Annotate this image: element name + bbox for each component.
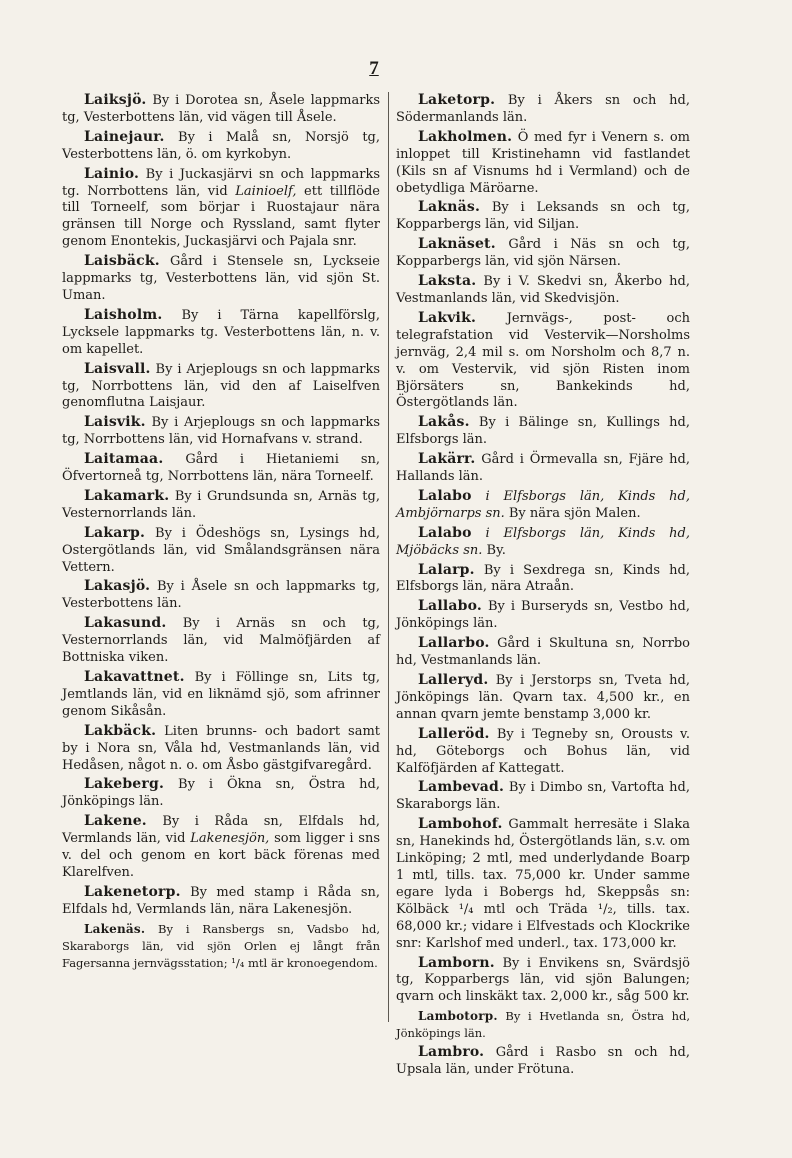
- entry-headword: Laisholm.: [84, 306, 163, 323]
- page-number: 7: [369, 58, 379, 79]
- gazetteer-entry: [396, 1008, 690, 1042]
- entry-text: By i Dorotea sn, Åsele lappmarks tg, Vesterbottens län, vid vägen till Åsele.: [62, 93, 380, 125]
- gazetteer-entry: [62, 578, 380, 613]
- gazetteer-entry: [62, 253, 380, 305]
- entry-text: Lainioelf,: [235, 183, 297, 199]
- entry-text: By i Arnäs sn och tg, Vesternorrlands län, vid Malmöfjärden af Bottniska viken.: [62, 616, 380, 666]
- entry-text: By i Föllinge sn, Lits tg, Jemtlands län, vid en liknämd sjö, som afrinner genom Sikåsån.: [62, 670, 380, 719]
- gazetteer-entry: [396, 726, 690, 778]
- entry-text: Gård i Skultuna sn, Norrbo hd, Vestmanlands län.: [396, 636, 690, 669]
- entry-headword: Lainejaur.: [84, 128, 165, 145]
- entry-text: By i Juckasjärvi sn och lappmarks tg. Norrbottens län, vid: [62, 166, 380, 199]
- gazetteer-entry: [62, 776, 380, 811]
- entry-text: By i Bälinge sn, Kullings hd, Elfsborgs län.: [396, 415, 690, 448]
- entry-text: By i Dimbo sn, Vartofta hd, Skaraborgs län.: [396, 780, 690, 813]
- gazetteer-entry: [396, 488, 690, 523]
- entry-headword: Lakarp.: [84, 524, 146, 541]
- entry-headword: Lalabo: [418, 524, 472, 541]
- gazetteer-entry: [62, 166, 380, 252]
- entry-text: Gård i Näs sn och tg, Kopparbergs län, vid sjön Närsen.: [396, 237, 690, 270]
- entry-headword: Lakamark.: [84, 487, 170, 504]
- entry-headword: Lalarp.: [418, 561, 475, 578]
- entry-text: By i Sexdrega sn, Kinds hd, Elfsborgs län, nära Atraån.: [396, 562, 690, 595]
- entry-text: By i Ödeshögs sn, Lysings hd, Ostergötlands län, vid Smålandsgränsen nära Vettern.: [62, 525, 380, 575]
- entry-text: By i Åsele sn och lappmarks tg, Vesterbottens län.: [62, 579, 380, 612]
- entry-text: By i Hvetlanda sn, Östra hd, Jönköpings län.: [396, 1009, 690, 1041]
- right-column: [396, 92, 690, 1081]
- gazetteer-entry: [396, 92, 690, 127]
- entry-text: By i Envikens sn, Svärdsjö tg, Kopparbergs län, vid sjön Balungen; qvarn och linskäkt tax. 2,000 kr., såg 500 kr.: [396, 955, 690, 1005]
- entry-text: Ö med fyr i Venern s. om inloppet till Kristinehamn vid fastlandet (Kils sn af Visnums hd i Vermland) och de obetydliga Märöarne.: [396, 129, 690, 196]
- gazetteer-entry: [396, 779, 690, 814]
- entry-text: Lakenesjön,: [190, 831, 270, 847]
- entry-text: By.: [482, 542, 506, 558]
- gazetteer-entry: [62, 361, 380, 413]
- gazetteer-entry: [396, 414, 690, 449]
- entry-headword: Lallabo.: [418, 598, 482, 615]
- entry-text: Jernvägs-, post- och telegrafstation vid Vestervik—Norsholms jernväg, 2,4 mil s. om Norsholm och 8,7 n. v. om Vestervik, vid sjön Risten inom Björsäters sn, Bankekinds hd, Östergötlands län.: [396, 310, 690, 411]
- gazetteer-entry: [62, 884, 380, 919]
- gazetteer-entry: [396, 273, 690, 308]
- gazetteer-entry: [396, 129, 690, 198]
- entry-text: By i Arjeplougs sn och lappmarks tg, Norrbottens län, vid den af Laiselfven genomflutna Laisjaur.: [62, 361, 380, 411]
- entry-headword: Lainio.: [84, 165, 140, 182]
- entry-headword: Lambotorp.: [418, 1009, 498, 1024]
- gazetteer-entry: [396, 525, 690, 560]
- entry-headword: Lakasjö.: [84, 578, 151, 595]
- entry-text: som ligger i sns v. del och genom en kort bäck förenas med Klarelfven.: [62, 831, 380, 880]
- entry-text: i Elfsborgs län, Kinds hd, Mjöbäcks sn.: [396, 525, 690, 558]
- entry-headword: Lakbäck.: [84, 722, 157, 739]
- gazetteer-entry: [62, 451, 380, 486]
- entry-text: By i V. Skedvi sn, Åkerbo hd, Vestmanlands län, vid Skedvisjön.: [396, 274, 690, 306]
- gazetteer-entry: [396, 451, 690, 486]
- entry-text: By i Burseryds sn, Vestbo hd, Jönköpings län.: [396, 599, 690, 632]
- entry-text: Gammalt herresäte i Slaka sn, Hanekinds hd, Östergötlands län, s.v. om Linköping; 2 mtl, med underlydande Boarp 1 mtl, tills. tax. 75,000 kr. Under samme egare lyda i Bobergs hd, Skeppsås sn: Kölbäck ¹/₄ mtl och Träda ¹/₂, tills. tax. 68,000 kr.; vidare i Elfvestads och Klockrike snr: Karlshof med underl., tax. 173,000 kr.: [396, 817, 690, 951]
- entry-text: By med stamp i Råda sn, Elfdals hd, Vermlands län, nära Lakenesjön.: [62, 884, 380, 917]
- entry-headword: Laisvall.: [84, 360, 151, 377]
- column-divider: [388, 92, 389, 1022]
- gazetteer-entry: [396, 672, 690, 724]
- left-column: [62, 92, 380, 973]
- entry-headword: Lallarbo.: [418, 635, 490, 652]
- entry-headword: Lambohof.: [418, 816, 503, 833]
- entry-text: By i Grundsunda sn, Arnäs tg, Vesternorrlands län.: [62, 488, 380, 521]
- gazetteer-entry: [396, 1044, 690, 1079]
- entry-text: Liten brunns- och badort samt by i Nora sn, Våla hd, Vestmanlands län, vid Hedåsen, något n. o. om Åsbo gästgifvaregård.: [62, 723, 380, 773]
- entry-headword: Lamborn.: [418, 954, 495, 971]
- entry-text: By i Tärna kapellförslg, Lycksele lappmarks tg. Vesterbottens län, n. v. om kapellet.: [62, 307, 380, 357]
- entry-headword: Laiksjö.: [84, 92, 147, 108]
- gazetteer-entry: [62, 414, 380, 449]
- entry-text: ett tillflöde till Torneelf, som börjar i Ruostajaur nära gränsen till Norge och Ryssland, samt flyter genom Enontekis, Juckasjärvi och Pajala snr.: [62, 183, 380, 250]
- entry-headword: Lakavattnet.: [84, 669, 185, 685]
- entry-text: i Elfsborgs län, Kinds hd, Ambjörnarps sn.: [396, 488, 690, 521]
- gazetteer-entry: [396, 598, 690, 633]
- entry-text: By i Åkers sn och hd, Södermanlands län.: [396, 93, 690, 125]
- entry-headword: Lakärr.: [418, 451, 476, 468]
- entry-text: By i Jerstorps sn, Tveta hd, Jönköpings län. Qvarn tax. 4,500 kr., en annan qvarn jemte benstamp 3,000 kr.: [396, 673, 690, 722]
- entry-headword: Laknäset.: [418, 236, 496, 253]
- entry-text: Gård i Rasbo sn och hd, Upsala län, under Frötuna.: [396, 1045, 690, 1077]
- entry-text: By i Malå sn, Norsjö tg, Vesterbottens län, ö. om kyrkobyn.: [62, 129, 380, 162]
- entry-headword: Lakenäs.: [84, 921, 146, 936]
- entry-headword: Lakås.: [418, 414, 470, 431]
- gazetteer-entry: [62, 129, 380, 164]
- entry-headword: Laisbäck.: [84, 253, 160, 270]
- entry-text: By i Ökna sn, Östra hd, Jönköpings län.: [62, 777, 380, 810]
- gazetteer-entry: [396, 236, 690, 271]
- entry-headword: Lakasund.: [84, 615, 167, 632]
- entry-headword: Lalabo: [418, 487, 472, 504]
- gazetteer-entry: [62, 723, 380, 775]
- gazetteer-entry: [396, 955, 690, 1007]
- entry-headword: Lambevad.: [418, 779, 505, 796]
- gazetteer-entry: [396, 199, 690, 234]
- gazetteer-entry: [62, 813, 380, 882]
- entry-text: Gård i Örmevalla sn, Fjäre hd, Hallands län.: [396, 452, 690, 485]
- entry-text: Gård i Stensele sn, Lyckseie lappmarks tg, Vesterbottens län, vid sjön St. Uman.: [62, 254, 380, 303]
- entry-headword: Laketorp.: [418, 92, 496, 108]
- gazetteer-entry: [396, 816, 690, 952]
- entry-headword: Laksta.: [418, 273, 477, 290]
- gazetteer-entry: [62, 488, 380, 523]
- entry-headword: Lalleröd.: [418, 725, 490, 742]
- gazetteer-entry: [396, 310, 690, 412]
- entry-headword: Lakholmen.: [418, 128, 513, 145]
- entry-text: By nära sjön Malen.: [504, 505, 641, 521]
- gazetteer-entry: [62, 669, 380, 721]
- gazetteer-entry: [62, 307, 380, 359]
- entry-text: By i Ransbergs sn, Vadsbo hd, Skaraborgs län, vid sjön Orlen ej långt från Fagersanna jernvägsstation; ¹/₄ mtl är kronoegendom.: [62, 921, 380, 970]
- entry-text: By i Tegneby sn, Orousts v. hd, Göteborgs och Bohus län, vid Kalföfjärden af Kattegatt.: [396, 726, 690, 776]
- entry-text: By i Arjeplougs sn och lappmarks tg, Norrbottens län, vid Hornafvans v. strand.: [62, 415, 380, 448]
- entry-headword: Lakeberg.: [84, 776, 165, 793]
- gazetteer-entry: [62, 92, 380, 127]
- entry-headword: Lakene.: [84, 813, 147, 830]
- gazetteer-entry: [62, 921, 380, 972]
- entry-headword: Laitamaa.: [84, 451, 164, 468]
- gazetteer-entry: [396, 562, 690, 597]
- entry-headword: Lambro.: [418, 1044, 485, 1061]
- entry-headword: Laknäs.: [418, 199, 481, 216]
- gazetteer-entry: [396, 635, 690, 670]
- entry-text: By i Leksands sn och tg, Kopparbergs län, vid Siljan.: [396, 200, 690, 233]
- gazetteer-entry: [62, 615, 380, 667]
- entry-text: By i Råda sn, Elfdals hd, Vermlands län, vid: [62, 814, 380, 847]
- entry-headword: Lalleryd.: [418, 672, 489, 688]
- entry-headword: Lakvik.: [418, 309, 477, 326]
- entry-text: Gård i Hietaniemi sn, Öfvertorneå tg, Norrbottens län, nära Torneelf.: [62, 452, 380, 485]
- entry-headword: Laisvik.: [84, 414, 146, 431]
- entry-headword: Lakenetorp.: [84, 883, 181, 900]
- gazetteer-entry: [62, 525, 380, 577]
